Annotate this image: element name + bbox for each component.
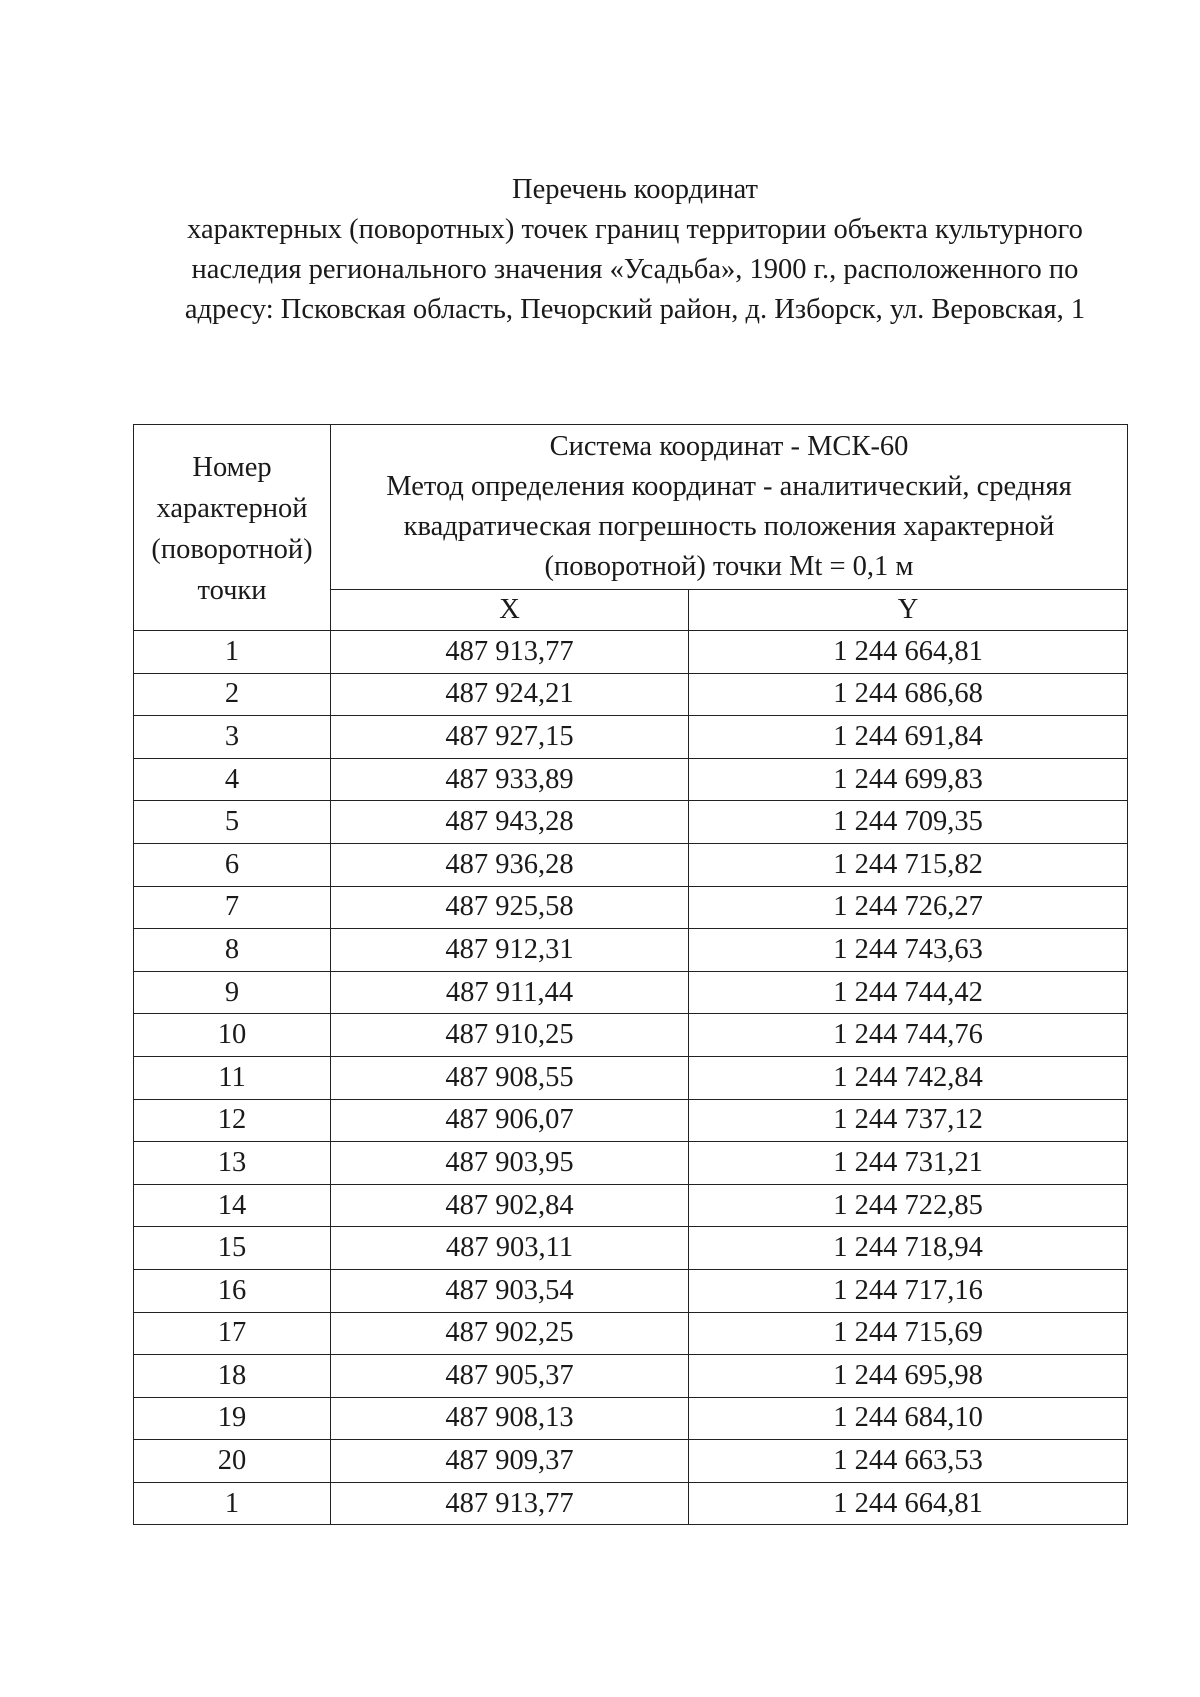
y-coordinate-cell: 1 244 737,12 [689,1099,1128,1142]
table-row [134,1397,1128,1440]
point-number-cell: 13 [134,1142,331,1185]
header-line: Номер [192,451,272,483]
point-number-cell: 5 [134,801,331,844]
point-number-cell: 6 [134,843,331,886]
table-row [134,1184,1128,1227]
x-coordinate-cell: 487 902,25 [331,1312,689,1355]
y-coordinate-cell: 1 244 686,68 [689,673,1128,716]
table-row [134,929,1128,972]
header-line: точки [197,574,267,606]
y-coordinate-cell: 1 244 742,84 [689,1056,1128,1099]
title-line: характерных (поворотных) точек границ территории объекта культурного [187,214,1083,245]
table-row [134,1355,1128,1398]
y-coordinate-cell: 1 244 664,81 [689,631,1128,674]
x-coordinate-cell: 487 911,44 [331,971,689,1014]
table-row [134,1482,1128,1525]
point-number-cell: 15 [134,1227,331,1270]
x-coordinate-cell: 487 924,21 [331,673,689,716]
title-line: наследия регионального значения «Усадьба», 1900 г., расположенного по [191,254,1079,285]
y-coordinate-cell: 1 244 731,21 [689,1142,1128,1185]
point-number-cell: 8 [134,929,331,972]
table-row [134,801,1128,844]
y-coordinate-cell: 1 244 663,53 [689,1440,1128,1483]
x-coordinate-cell: 487 909,37 [331,1440,689,1483]
point-number-cell: 17 [134,1312,331,1355]
point-number-cell: 11 [134,1056,331,1099]
table-row [134,1227,1128,1270]
point-number-cell: 3 [134,716,331,759]
y-coordinate-cell: 1 244 715,69 [689,1312,1128,1355]
table-row [134,758,1128,801]
point-number-cell: 20 [134,1440,331,1483]
x-coordinate-cell: 487 902,84 [331,1184,689,1227]
table-row [134,673,1128,716]
y-coordinate-cell: 1 244 744,42 [689,971,1128,1014]
y-coordinate-cell: 1 244 709,35 [689,801,1128,844]
point-number-cell: 7 [134,886,331,929]
point-number-cell: 1 [134,1482,331,1525]
x-coordinate-cell: 487 910,25 [331,1014,689,1057]
y-column-header: Y [689,590,1128,631]
point-number-cell: 18 [134,1355,331,1398]
table-row [134,1014,1128,1057]
point-number-cell: 19 [134,1397,331,1440]
x-coordinate-cell: 487 943,28 [331,801,689,844]
table-row [134,1269,1128,1312]
point-number-cell: 2 [134,673,331,716]
x-coordinate-cell: 487 908,13 [331,1397,689,1440]
x-coordinate-cell: 487 933,89 [331,758,689,801]
title-line: адресу: Псковская область, Печорский район, д. Изборск, ул. Веровская, 1 [184,294,1086,325]
coordinate-system-header [331,425,1128,590]
y-coordinate-cell: 1 244 717,16 [689,1269,1128,1312]
y-coordinate-cell: 1 244 699,83 [689,758,1128,801]
title-line: Перечень координат [512,174,758,205]
document-title [140,170,1130,330]
table-row [134,1142,1128,1185]
point-number-cell: 9 [134,971,331,1014]
y-coordinate-cell: 1 244 695,98 [689,1355,1128,1398]
point-number-cell: 1 [134,631,331,674]
x-coordinate-cell: 487 908,55 [331,1056,689,1099]
header-line: квадратическая погрешность положения характерной [403,511,1055,542]
header-line: характерной [156,492,308,524]
point-number-cell: 14 [134,1184,331,1227]
x-coordinate-cell: 487 913,77 [331,631,689,674]
point-number-cell: 12 [134,1099,331,1142]
coordinates-table-wrapper [133,424,1127,1525]
x-coordinate-cell: 487 912,31 [331,929,689,972]
x-coordinate-cell: 487 905,37 [331,1355,689,1398]
point-number-header [134,425,331,631]
table-row [134,886,1128,929]
table-row [134,1056,1128,1099]
header-line: (поворотной) [151,533,313,565]
point-number-cell: 4 [134,758,331,801]
table-row [134,843,1128,886]
y-coordinate-cell: 1 244 664,81 [689,1482,1128,1525]
table-row [134,1099,1128,1142]
table-row [134,631,1128,674]
x-coordinate-cell: 487 936,28 [331,843,689,886]
x-coordinate-cell: 487 906,07 [331,1099,689,1142]
x-coordinate-cell: 487 927,15 [331,716,689,759]
coordinates-table-body [134,631,1128,1525]
table-row [134,716,1128,759]
y-coordinate-cell: 1 244 684,10 [689,1397,1128,1440]
x-coordinate-cell: 487 913,77 [331,1482,689,1525]
y-coordinate-cell: 1 244 743,63 [689,929,1128,972]
y-coordinate-cell: 1 244 715,82 [689,843,1128,886]
header-line: Система координат - МСК-60 [549,431,909,462]
x-coordinate-cell: 487 903,95 [331,1142,689,1185]
y-coordinate-cell: 1 244 718,94 [689,1227,1128,1270]
y-coordinate-cell: 1 244 726,27 [689,886,1128,929]
y-coordinate-cell: 1 244 722,85 [689,1184,1128,1227]
header-line: (поворотной) точки Mt = 0,1 м [544,551,914,582]
table-row [134,1312,1128,1355]
y-coordinate-cell: 1 244 744,76 [689,1014,1128,1057]
header-line: Метод определения координат - аналитический, средняя [386,471,1072,502]
x-coordinate-cell: 487 903,54 [331,1269,689,1312]
x-column-header: X [331,590,689,631]
x-coordinate-cell: 487 925,58 [331,886,689,929]
table-row [134,1440,1128,1483]
x-coordinate-cell: 487 903,11 [331,1227,689,1270]
table-row [134,971,1128,1014]
y-coordinate-cell: 1 244 691,84 [689,716,1128,759]
point-number-cell: 16 [134,1269,331,1312]
point-number-cell: 10 [134,1014,331,1057]
coordinates-table [133,424,1128,1525]
